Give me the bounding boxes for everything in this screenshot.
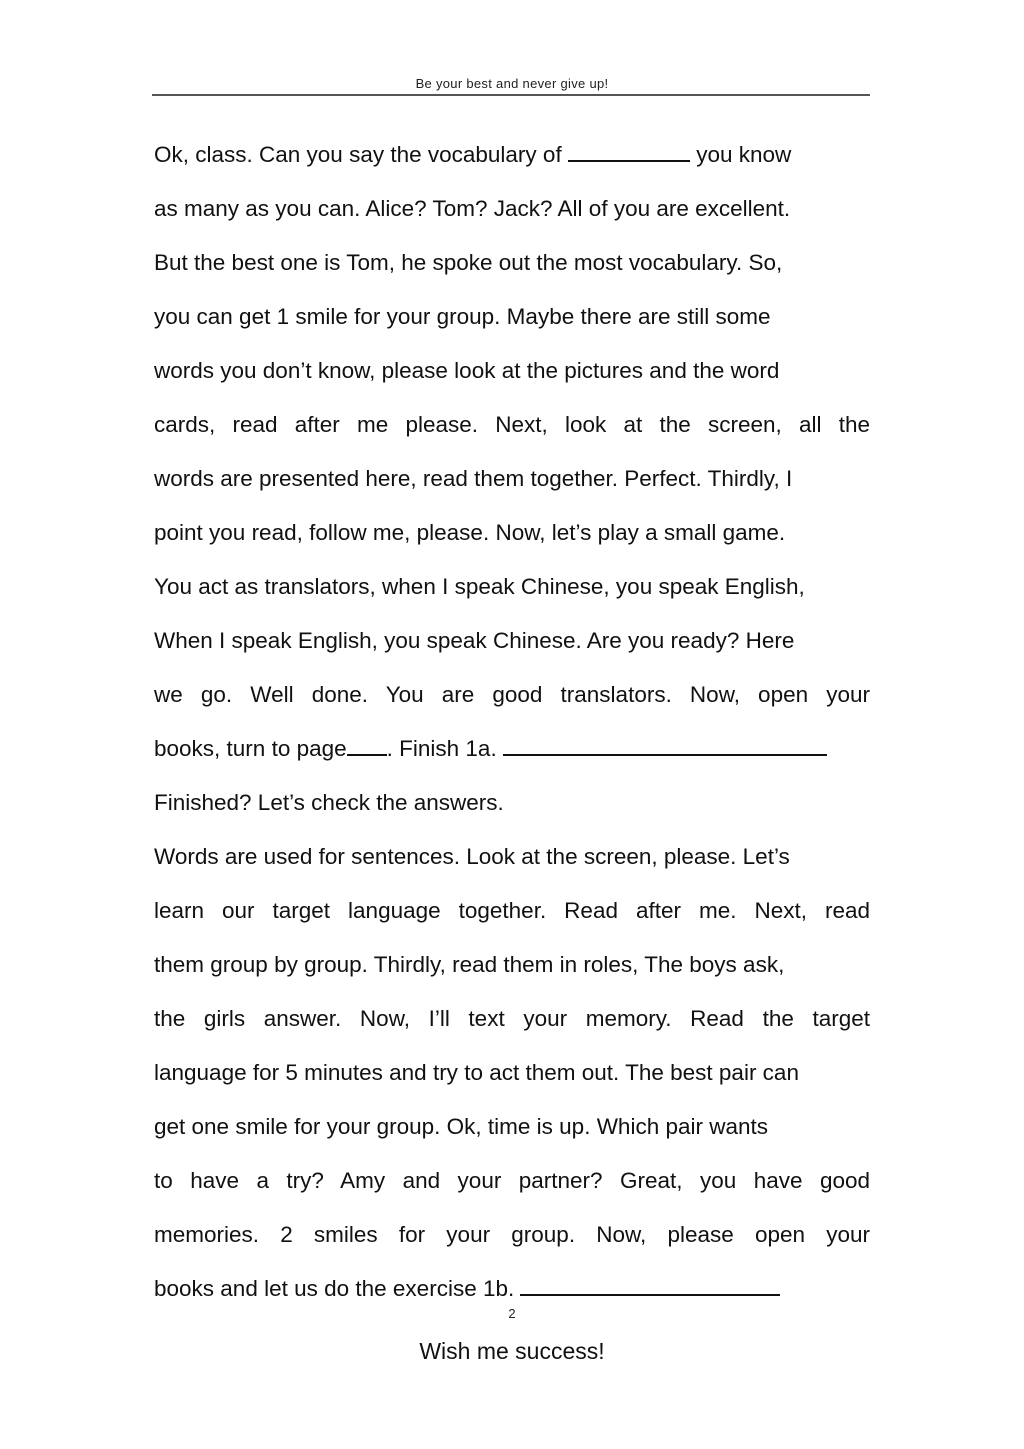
fill-in-blank-1b bbox=[520, 1274, 780, 1296]
body-line-2: as many as you can. Alice? Tom? Jack? All of you are excellent. bbox=[154, 196, 791, 221]
body-line-11: we go. Well done. You are good translators. Now, open your bbox=[154, 682, 870, 707]
body-line-8: point you read, follow me, please. Now, let’s play a small game. bbox=[154, 520, 786, 545]
body-line-12 bbox=[154, 722, 870, 776]
header-divider bbox=[152, 94, 870, 96]
body-line-18: language for 5 minutes and try to act them out. The best pair can bbox=[154, 1060, 799, 1085]
body-line-1-text-b: you know bbox=[689, 142, 792, 167]
body-line-4: you can get 1 smile for your group. Maybe there are still some bbox=[154, 304, 771, 329]
body-line-10: When I speak English, you speak Chinese. Are you ready? Here bbox=[154, 628, 795, 653]
body-line-9: You act as translators, when I speak Chinese, you speak English, bbox=[154, 574, 805, 599]
body-line-6: cards, read after me please. Next, look at the screen, all the bbox=[154, 412, 870, 437]
body-line-12-text-b: . Finish 1a. bbox=[386, 736, 503, 761]
body-line-1 bbox=[154, 128, 870, 182]
running-header: Be your best and never give up! bbox=[415, 76, 609, 91]
body-line-5: words you don’t know, please look at the pictures and the word bbox=[154, 358, 780, 383]
body-line-19: get one smile for your group. Ok, time is up. Which pair wants bbox=[154, 1114, 769, 1139]
footer-slogan: Wish me success! bbox=[419, 1338, 605, 1364]
fill-in-blank-1a bbox=[503, 734, 827, 756]
body-line-13: Finished? Let’s check the answers. bbox=[154, 790, 504, 815]
fill-in-blank-vocabulary bbox=[568, 140, 690, 162]
document-body bbox=[154, 128, 870, 1316]
body-line-12-text-a: books, turn to page bbox=[154, 736, 347, 761]
body-line-20: to have a try? Amy and your partner? Great, you have good bbox=[154, 1168, 870, 1193]
body-line-17: the girls answer. Now, I’ll text your memory. Read the target bbox=[154, 1006, 870, 1031]
body-line-7: words are presented here, read them together. Perfect. Thirdly, I bbox=[154, 466, 793, 491]
body-line-15: learn our target language together. Read after me. Next, read bbox=[154, 898, 870, 923]
body-line-14: Words are used for sentences. Look at the screen, please. Let’s bbox=[154, 844, 790, 869]
body-line-16: them group by group. Thirdly, read them in roles, The boys ask, bbox=[154, 952, 785, 977]
body-line-22-text-a: books and let us do the exercise 1b. bbox=[154, 1276, 521, 1301]
body-line-3: But the best one is Tom, he spoke out the most vocabulary. So, bbox=[154, 250, 783, 275]
page-number: 2 bbox=[508, 1306, 516, 1321]
body-line-1-text-a: Ok, class. Can you say the vocabulary of bbox=[154, 142, 568, 167]
fill-in-blank-page bbox=[347, 734, 387, 756]
body-line-21: memories. 2 smiles for your group. Now, please open your bbox=[154, 1222, 870, 1247]
